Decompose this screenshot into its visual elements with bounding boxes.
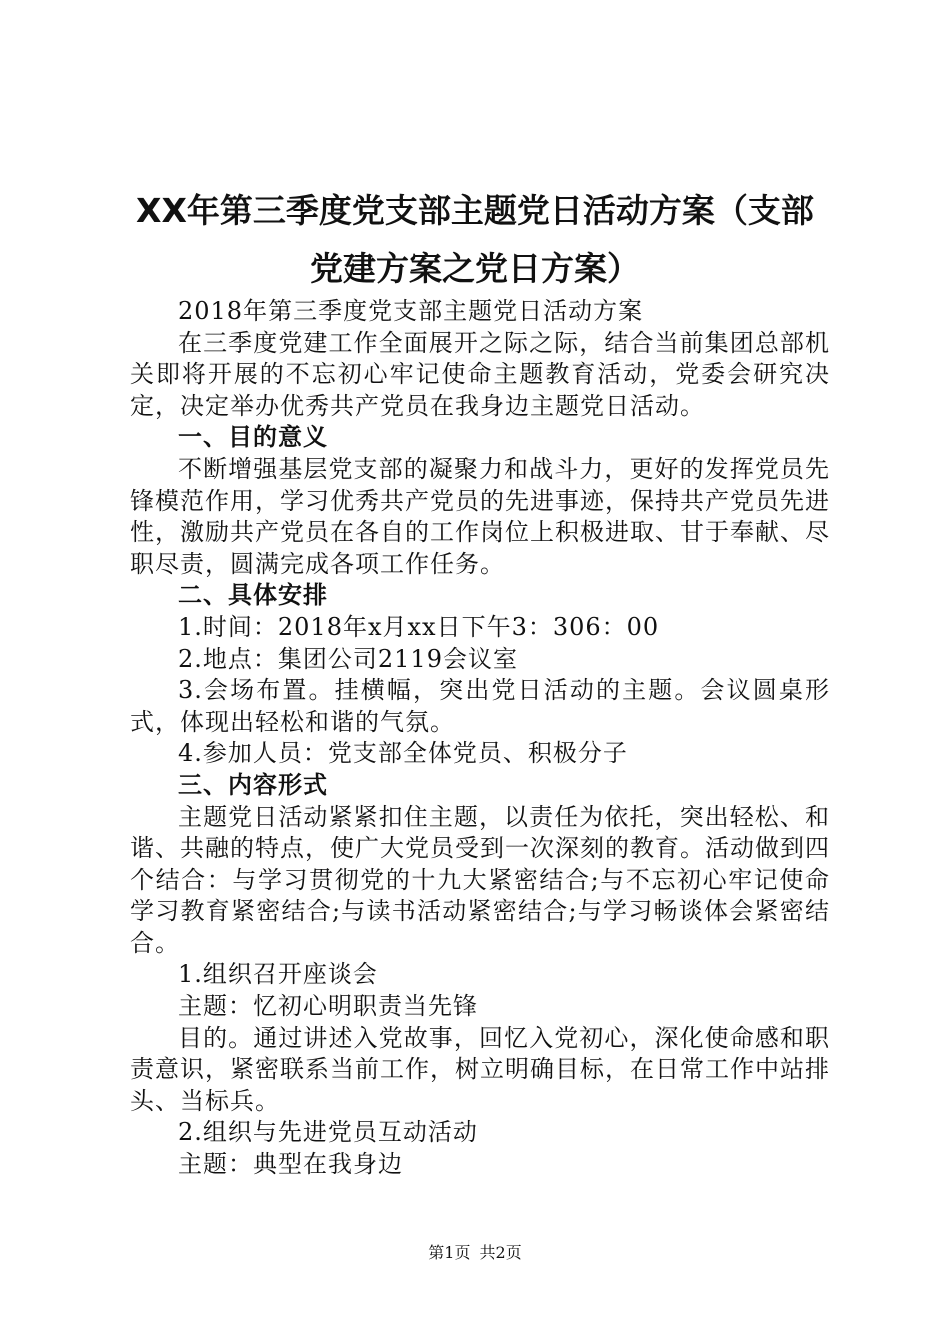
page-footer [0, 1243, 950, 1263]
section-heading: 一、目的意义 [178, 423, 328, 452]
paragraph: 2.地点：集团公司2119会议室 [178, 644, 518, 673]
paragraph: 不断增强基层党支部的凝聚力和战斗力，更好的发挥党员先锋模范作用，学习优秀共产党员的先进事迹，保持共产党员先进性，激励共产党员在各自的工作岗位上积极进取、甘于奉献、尽职尽责，圆满完成各项工作任务。 [130, 454, 830, 578]
section-heading: 三、内容形式 [178, 770, 328, 799]
paragraph: 2.组织与先进党员互动活动 [178, 1118, 478, 1147]
paragraph: 1.时间：2018年x月xx日下午3：306：00 [178, 612, 660, 641]
section-heading: 二、具体安排 [178, 581, 328, 610]
paragraph: 目的。通过讲述入党故事，回忆入党初心，深化使命感和职责意识，紧密联系当前工作，树立明确目标，在日常工作中站排头、当标兵。 [130, 1023, 830, 1115]
paragraph: 1.组织召开座谈会 [178, 960, 378, 989]
paragraph: 2018年第三季度党支部主题党日活动方案 [178, 297, 644, 325]
page-total: 共2页 [479, 1243, 522, 1262]
paragraph: 3.会场布置。挂横幅，突出党日活动的主题。会议圆桌形式，体现出轻松和谐的气氛。 [130, 676, 830, 736]
document-title: XX年第三季度党支部主题党日活动方案（支部党建方案之党日方案） [136, 191, 814, 288]
paragraph: 主题：忆初心明职责当先锋 [178, 992, 478, 1021]
page-number: 第1页 [428, 1243, 471, 1262]
document-body [130, 296, 830, 1181]
paragraph: 在三季度党建工作全面展开之际之际，结合当前集团总部机关即将开展的不忘初心牢记使命主题教育活动，党委会研究决定，决定举办优秀共产党员在我身边主题党日活动。 [130, 328, 830, 420]
paragraph: 主题：典型在我身边 [178, 1150, 403, 1179]
paragraph: 主题党日活动紧紧扣住主题，以责任为依托，突出轻松、和谐、共融的特点，使广大党员受到一次深刻的教育。活动做到四个结合：与学习贯彻党的十九大紧密结合;与不忘初心牢记使命学习教育紧密结合;与读书活动紧密结合;与学习畅谈体会紧密结合。 [130, 802, 830, 957]
paragraph: 4.参加人员：党支部全体党员、积极分子 [178, 739, 628, 768]
